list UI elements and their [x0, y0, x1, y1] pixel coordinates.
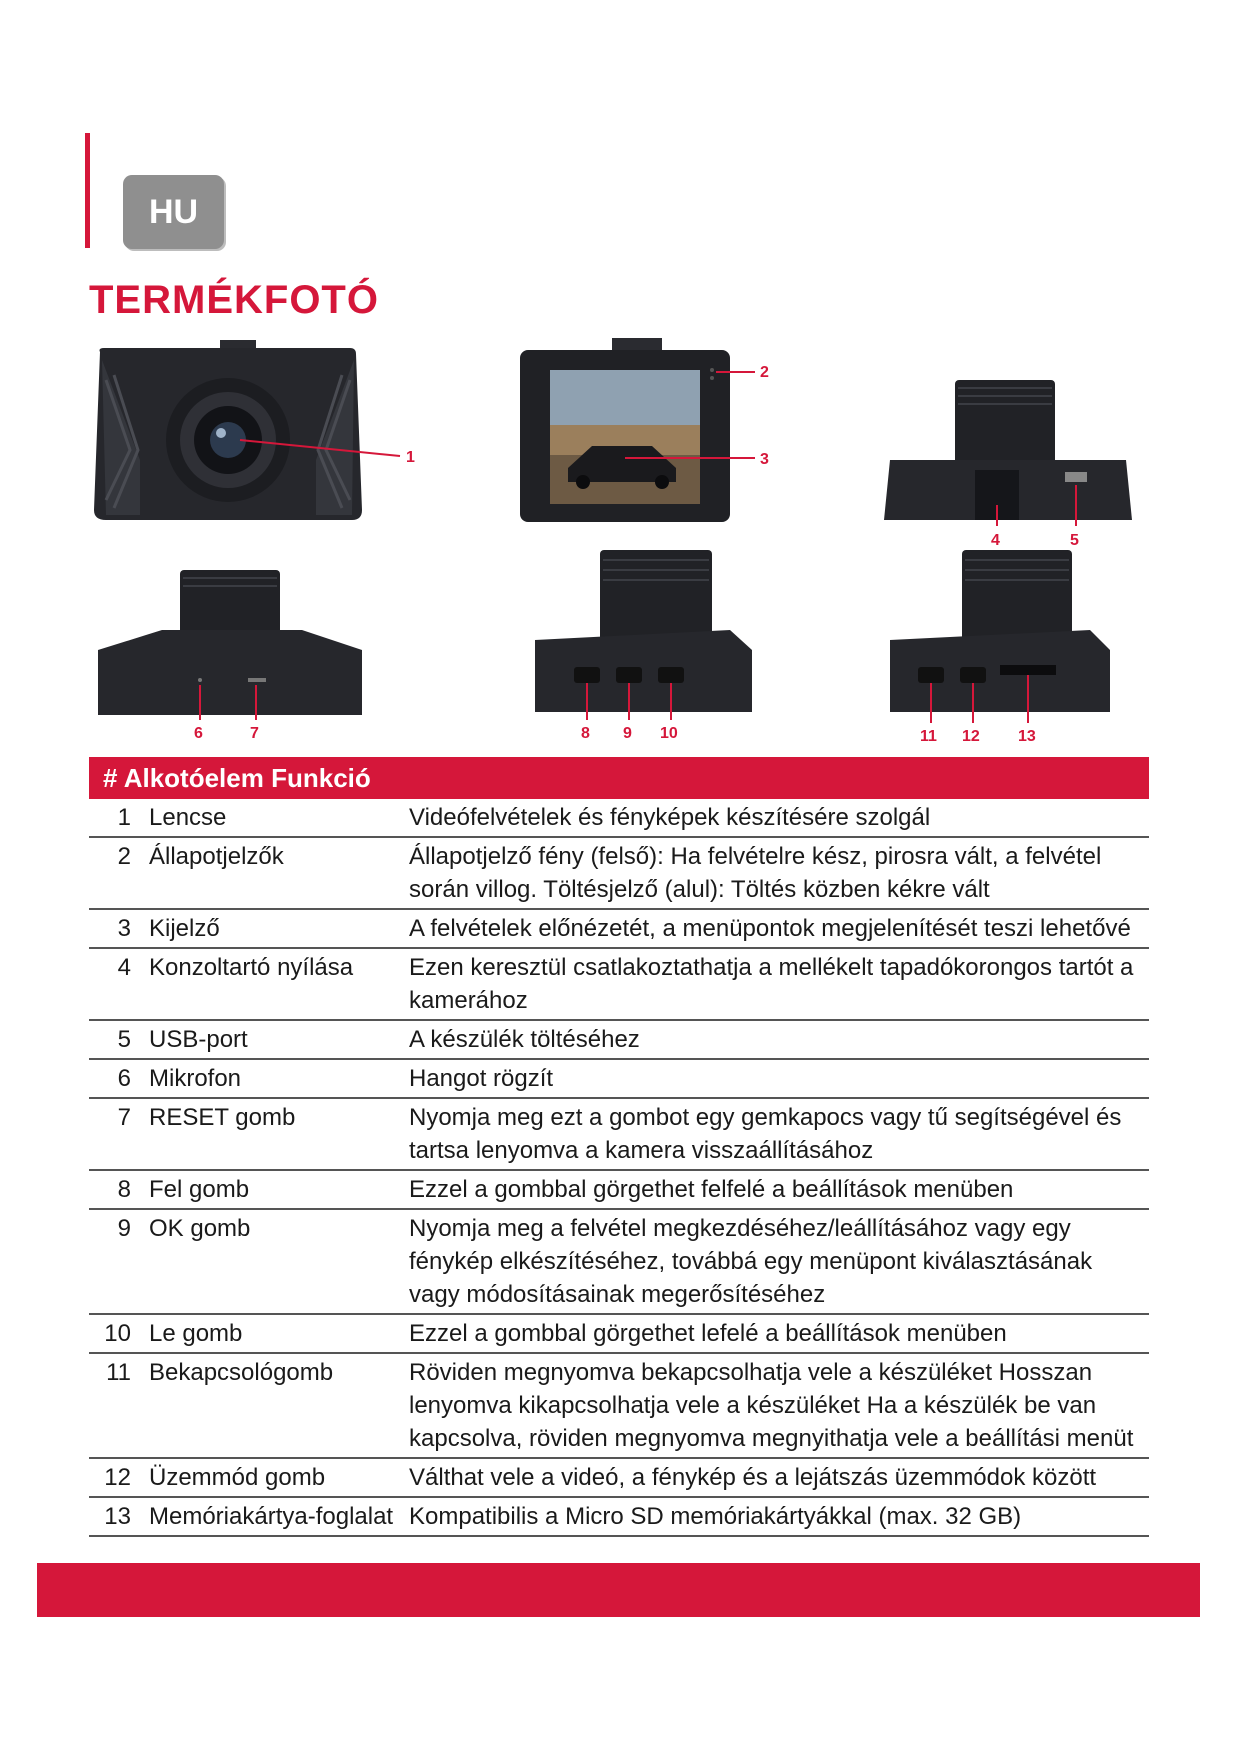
photo-side-view-power [890, 550, 1110, 723]
component-name: Konzoltartó nyílása [149, 954, 354, 981]
table-row [89, 949, 1149, 1021]
component-function: Hangot rögzít [409, 1065, 554, 1092]
footer-bar [37, 1563, 1200, 1617]
photo-top-view [884, 380, 1132, 526]
photo-front-view [94, 340, 400, 520]
table-row [89, 910, 1149, 949]
component-name: Fel gomb [149, 1176, 250, 1203]
photo-label-8: 8 [581, 725, 590, 742]
component-function: Ezen keresztül csatlakoztathatja a mellékelt tapadókorongos tartót a kamerához [409, 954, 1134, 1014]
row-number: 6 [117, 1065, 131, 1092]
component-function: Röviden megnyomva bekapcsolhatja vele a készüléket Hosszan lenyomva kikapcsolhatja vele a készüléket Ha a készülék be van kapcsolva, röviden megnyomva megnyithatja vele a beállítási menüt [409, 1359, 1134, 1452]
product-photos [80, 330, 1160, 750]
table-row [89, 838, 1149, 910]
table-row [89, 799, 1149, 838]
row-number: 2 [117, 843, 131, 870]
language-badge: HU [123, 175, 224, 249]
table-row [89, 1315, 1149, 1354]
component-function: Válthat vele a videó, a fénykép és a lejátszás üzemmódok között [409, 1464, 1097, 1491]
table-row [89, 1210, 1149, 1315]
photo-label-5: 5 [1070, 532, 1079, 549]
row-number: 1 [117, 804, 131, 831]
photo-label-13: 13 [1018, 728, 1036, 745]
component-table [89, 757, 1149, 1537]
row-number: 3 [117, 915, 131, 942]
table-row [89, 1354, 1149, 1459]
component-name: Memóriakártya-foglalat [149, 1503, 394, 1530]
table-row [89, 1459, 1149, 1498]
row-number: 9 [117, 1215, 131, 1242]
component-function: Videófelvételek és fényképek készítésére szolgál [409, 804, 931, 831]
row-number: 5 [117, 1026, 131, 1053]
component-name: Le gomb [149, 1320, 243, 1347]
table-row [89, 1021, 1149, 1060]
component-name: Mikrofon [149, 1065, 242, 1092]
component-name: Állapotjelzők [149, 843, 284, 870]
photo-label-1: 1 [406, 449, 415, 466]
table-row [89, 1099, 1149, 1171]
component-function: Kompatibilis a Micro SD memóriakártyákkal (max. 32 GB) [409, 1503, 1022, 1530]
row-number: 7 [117, 1104, 131, 1131]
component-name: Lencse [149, 804, 227, 831]
photo-side-view-buttons [535, 550, 752, 720]
photo-label-7: 7 [250, 725, 259, 742]
photo-label-3: 3 [760, 451, 769, 468]
component-function: Nyomja meg ezt a gombot egy gemkapocs vagy tű segítségével és tartsa lenyomva a kamera visszaállításához [409, 1104, 1122, 1164]
table-row [89, 1060, 1149, 1099]
photo-label-9: 9 [623, 725, 632, 742]
component-function: A felvételek előnézetét, a menüpontok megjelenítését teszi lehetővé [409, 915, 1131, 942]
component-function: Ezzel a gombbal görgethet lefelé a beállítások menüben [409, 1320, 1007, 1347]
row-number: 13 [104, 1503, 131, 1530]
component-function: A készülék töltéséhez [409, 1026, 640, 1053]
photo-bottom-view [98, 570, 362, 720]
component-name: Üzemmód gomb [149, 1464, 326, 1491]
row-number: 12 [104, 1464, 131, 1491]
component-name: Kijelző [149, 915, 220, 942]
component-name: RESET gomb [149, 1104, 296, 1131]
accent-bar [85, 133, 90, 248]
row-number: 4 [117, 954, 131, 981]
photo-label-2: 2 [760, 364, 769, 381]
photo-rear-view [520, 338, 755, 522]
table-row [89, 1498, 1149, 1537]
photo-label-6: 6 [194, 725, 203, 742]
component-name: USB-port [149, 1026, 248, 1053]
photo-label-10: 10 [660, 725, 678, 742]
component-function: Nyomja meg a felvétel megkezdéséhez/leállításához vagy egy fénykép elkészítéséhez, továbbá egy menüpont kiválasztásának vagy módosításainak megerősítéséhez [409, 1215, 1093, 1308]
row-number: 8 [117, 1176, 131, 1203]
row-number: 10 [104, 1320, 131, 1347]
photo-label-12: 12 [962, 728, 980, 745]
component-name: OK gomb [149, 1215, 251, 1242]
photo-label-11: 11 [920, 728, 937, 745]
component-function: Állapotjelző fény (felső): Ha felvételre kész, pirosra vált, a felvétel során villog. Töltésjelző (alul): Töltés közben kékre vált [409, 843, 1102, 903]
photo-label-4: 4 [991, 532, 1000, 549]
component-function: Ezzel a gombbal görgethet felfelé a beállítások menüben [409, 1176, 1014, 1203]
row-number: 11 [106, 1359, 131, 1386]
table-row [89, 1171, 1149, 1210]
page-title: TERMÉKFOTÓ [89, 278, 379, 322]
component-name: Bekapcsológomb [149, 1359, 334, 1386]
table-header: # Alkotóelem Funkció [89, 757, 1149, 799]
